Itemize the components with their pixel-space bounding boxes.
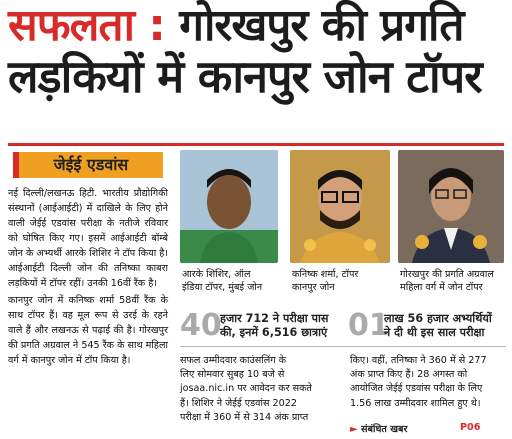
- section-tag: जेईई एडवांस: [13, 152, 163, 178]
- related-news-label: संबंधित खबर: [361, 424, 408, 435]
- stat-text: [220, 312, 328, 340]
- caption-line: कानपुर जोन: [292, 282, 335, 293]
- divider-rule: [180, 346, 506, 347]
- body-line: लिए सोमवार सुबह 10 बजे से: [180, 369, 285, 381]
- headline-line-1-text: गोरखपुर की प्रगति: [179, 0, 464, 51]
- stat-line: ने दी थी इस साल परीक्षा: [384, 326, 485, 339]
- page-number: P06: [460, 422, 481, 433]
- photo-caption: [292, 268, 392, 294]
- body-line: आयोजित जेईई एडवांस परीक्षा के लिए: [350, 383, 483, 395]
- headline-kicker: सफलता :: [8, 0, 165, 51]
- stat-number: 01: [348, 308, 390, 343]
- portrait-image: [398, 150, 504, 263]
- story-paragraph: कानपुर जोन में कनिष्क शर्मा 58वीं रैंक के साथ टॉपर हैं। वह मूल रूप से उरई के रहने वाले हैं और लखनऊ से पढ़ाई की है। गोरखपुर की प्रगति अग्रवाल ने 545 रैंक के साथ महिला वर्ग में कानपुर जोन में टॉप किया है।: [8, 295, 168, 366]
- photo-caption: [400, 268, 506, 294]
- photo-caption: [182, 268, 278, 294]
- stat-line: लाख 56 हजार अभ्यर्थियों: [384, 312, 492, 325]
- divider-rule: [8, 143, 504, 146]
- body-line: परीक्षा में 360 में से 314 अंक प्राप्त: [180, 411, 309, 423]
- story-body-bottom-1: [180, 354, 344, 425]
- caption-line: कनिष्क शर्मा, टॉपर: [292, 269, 359, 280]
- stat-candidates: [348, 310, 508, 342]
- portrait-image: [290, 150, 390, 263]
- story-body-bottom-2: [350, 354, 506, 411]
- arrow-right-icon: ►: [350, 424, 358, 435]
- caption-line: गोरखपुर की प्रगति अग्रवाल: [400, 269, 494, 280]
- caption-line: आरके शिशिर, ऑल: [182, 269, 251, 280]
- body-line: 1.56 लाख उम्मीदवार शामिल हुए थे।: [350, 397, 481, 409]
- story-body-left: [8, 186, 168, 370]
- stat-number: 40: [180, 308, 222, 343]
- body-line: josaa.nic.in पर आवेदन कर सकते: [180, 383, 312, 395]
- related-news-link[interactable]: [350, 422, 407, 435]
- headline-line-1: [8, 0, 504, 51]
- photo-rk-shishir: [180, 150, 278, 263]
- body-line: अंक प्राप्त किए हैं। 28 अगस्त को: [350, 369, 468, 381]
- story-paragraph: नई दिल्ली/लखनऊ हिटी. भारतीय प्रौद्योगिकी संस्थानों (आईआईटी) में दाखिले के लिए होने वाली जेईई एडवांस परीक्षा के नतीजे रविवार को घोषित किए गए। इसमें आईआईटी बॉम्बे जोन के अभ्यर्थी आरके शिशिर ने टॉप किया है। आईआईटी दिल्ली जोन की तनिष्का काबरा लड़कियों में टॉपर रहीं। उनकी 16वीं रैंक है।: [8, 188, 168, 289]
- body-line: सफल उम्मीदवार काउंसलिंग के: [180, 355, 287, 366]
- photo-kanishk-sharma: [290, 150, 390, 263]
- body-line: किए। वहीं, तनिष्का ने 360 में से 277: [350, 355, 487, 366]
- stat-line: हजार 712 ने परीक्षा पास: [220, 312, 329, 325]
- portrait-image: [180, 150, 278, 263]
- headline-line-2: लड़कियों में कानपुर जोन टॉपर: [8, 50, 482, 103]
- stat-passed: [180, 310, 348, 342]
- stat-line: की, इनमें 6,516 छात्राएं: [220, 326, 328, 339]
- caption-line: महिला वर्ग में जोन टॉपर: [400, 282, 483, 293]
- body-line: हैं। शिशिर ने जेईई एडवांस 2022: [180, 397, 297, 409]
- stat-text: [384, 312, 492, 340]
- photo-pragati-agrawal: [398, 150, 504, 263]
- caption-line: इंडिया टॉपर, मुंबई जोन: [182, 282, 263, 293]
